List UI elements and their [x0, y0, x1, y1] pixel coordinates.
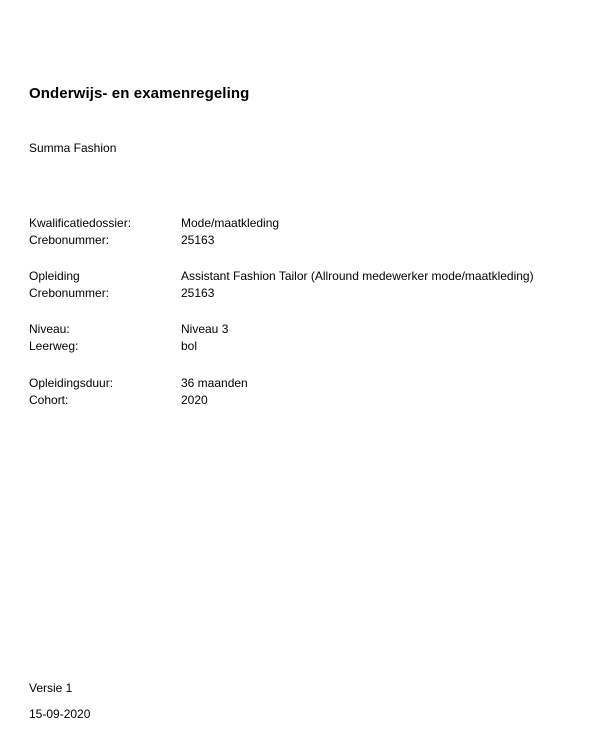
info-value: bol [181, 338, 198, 353]
info-label: Niveau: [29, 322, 70, 336]
info-row [29, 215, 589, 232]
info-value: 36 maanden [181, 376, 248, 390]
info-row [29, 338, 589, 355]
info-label: Crebonummer: [29, 285, 110, 300]
info-label: Cohort: [29, 392, 69, 407]
info-label: Leerweg: [29, 338, 79, 353]
info-label: Kwalificatiedossier: [29, 216, 132, 230]
info-row [29, 285, 589, 302]
school-name: Summa Fashion [29, 141, 117, 155]
info-value: Mode/maatkleding [181, 216, 280, 230]
info-row [29, 375, 589, 392]
document-date: 15-09-2020 [29, 707, 91, 721]
info-label: Crebonummer: [29, 232, 110, 247]
info-label: Opleiding [29, 269, 80, 283]
info-row [29, 232, 589, 249]
info-block-program [29, 268, 589, 301]
info-block-level [29, 321, 589, 354]
info-row [29, 268, 589, 285]
info-block-duration [29, 375, 589, 408]
info-value: 2020 [181, 392, 208, 407]
info-value: Assistant Fashion Tailor (Allround medewerker mode/maatkleding) [181, 269, 534, 283]
info-row [29, 321, 589, 338]
info-label: Opleidingsduur: [29, 376, 114, 390]
info-row [29, 392, 589, 409]
info-value: 25163 [181, 232, 215, 247]
info-value: 25163 [181, 285, 215, 300]
document-version: Versie 1 [29, 681, 73, 695]
info-block-qualification [29, 215, 589, 248]
document-title: Onderwijs- en examenregeling [29, 85, 250, 102]
info-value: Niveau 3 [181, 322, 229, 336]
